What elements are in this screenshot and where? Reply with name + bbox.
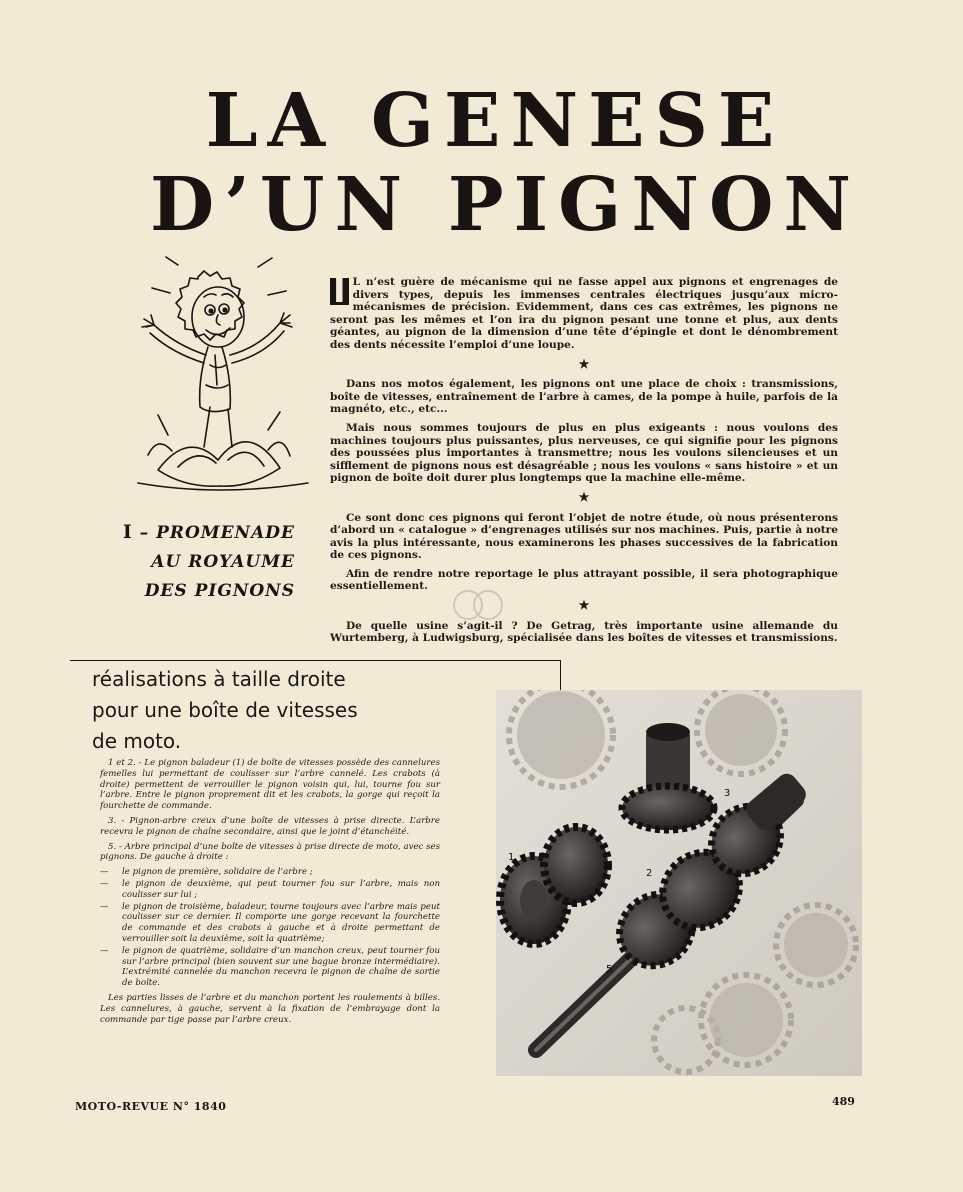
- intro-paragraph-5: Afin de rendre notre reportage le plus attrayant possible, il sera photographique essentiellement.: [330, 567, 838, 593]
- list-item: — le pignon de quatrième, solidaire d’un manchon creux, peut tourner fou sur l’arbre principal (bien souvent sur une bague bronze intermédiaire). L’extrémité cannelée du manchon recevra le pignon de chaîne de sortie de boîte.: [100, 946, 440, 989]
- section-number: I: [122, 521, 133, 543]
- section-heading-line-2: AU ROYAUME: [151, 552, 295, 572]
- list-item: — le pignon de deuxième, qui peut tourner fou sur l’arbre, mais non coulisser sur lui ;: [100, 879, 440, 901]
- caption-paragraph-3: 5. - Arbre principal d’une boîte de vitesses à prise directe de moto, avec ses pignons. De gauche à droite :: [100, 841, 440, 863]
- gear-list: [100, 867, 440, 989]
- title-line-1: LA GENESE: [205, 78, 785, 164]
- photo-label-3: 3: [724, 788, 731, 799]
- gear-mascot-illustration: [118, 255, 318, 500]
- list-item: — le pignon de troisième, baladeur, tourne toujours avec l’arbre mais peut coulisser sur ce dernier. Il comporte une gorge recevant la fourchette de commande et des crabots à gauche et à droite permettant de verrouiller soit la deuxième, soit la quatrième;: [100, 902, 440, 945]
- intro-paragraph-6: De quelle usine s’agit-il ? De Getrag, très importante usine allemande du Wurtemberg, à Ludwigsburg, spécialisée dans les boîtes de vitesses et transmissions.: [330, 619, 838, 645]
- intro-paragraph-4: Ce sont donc ces pignons qui feront l’objet de notre étude, où nous présenterons d’abord un « catalogue » d’engrenages utilisés sur nos machines. Puis, partie à notre avis la plus intéressante, nous examinerons les phases successives de la fabrication de ces pignons.: [330, 511, 838, 562]
- drop-cap: I: [330, 278, 349, 305]
- caption-paragraph-2: 3. - Pignon-arbre creux d’une boîte de vitesses à prise directe. L’arbre recevra le pignon de chaîne secondaire, ainsi que le joint d’étanchéité.: [100, 815, 440, 837]
- star-separator: ★: [578, 356, 590, 371]
- star-separator: ★: [578, 598, 590, 613]
- photo-label-1: 1: [508, 852, 515, 863]
- intro-paragraph-3: Mais nous sommes toujours de plus en plus exigeants : nous voulons des machines toujours plus puissantes, plus nerveuses, ce qui signifie pour les pignons des poussées plus importantes à transmettre; nous les voulons silencieuses et un sifflement de pignons nous est désagréable ; nous les voulons « sans histoire » et un pignon de boîte doit durer plus longtemps que la machine elle-même.: [330, 421, 838, 485]
- intro-paragraph-1: I L n’est guère de mécanisme qui ne fasse appel aux pignons et engrenages de divers types, depuis les immenses centrales électriques jusqu’aux micro-mécanismes de précision. Evidemment, dans ces cas extrêmes, les pignons ne seront pas les mêmes et l’on ira du pignon pesant une tonne et plus, aux dents géantes, au pignon de la dimension d’une tête d’épingle et dont le dénombrement des dents nécessite l’emploi d’une loupe.: [330, 271, 838, 351]
- intro-text: [330, 271, 838, 651]
- caption-paragraph-4: Les parties lisses de l’arbre et du manchon portent les roulements à billes. Les cannelures, à gauche, servent à la fixation de l’embrayage dont la commande par tige passe par l’arbre creux.: [100, 992, 440, 1025]
- section-heading-line-3: DES PIGNONS: [144, 581, 295, 601]
- title-line-2: D’UN PIGNON: [150, 162, 862, 248]
- caption-box-text: [100, 758, 440, 1029]
- star-separator: ★: [578, 489, 590, 504]
- gears-photograph: [496, 690, 862, 1076]
- photo-label-5: 5: [606, 964, 613, 975]
- footer-magazine: MOTO-REVUE N° 1840: [75, 1100, 227, 1113]
- page-number: 489: [832, 1095, 855, 1108]
- caption-box-title: réalisations à taille droite pour une boîte de vitesses de moto.: [92, 667, 358, 753]
- caption-paragraph-1: 1 et 2. - Le pignon baladeur (1) de boîte de vitesses possède des cannelures femelles lui permettant de coulisser sur l’arbre cannelé. Les crabots (à droite) permettent de verrouiller le pignon voisin qui, lui, tourne fou sur l’arbre. Entre le pignon proprement dit et les crabots, la gorge qui reçoit la fourchette de commande.: [100, 758, 440, 812]
- section-heading: I – PROMENADE AU ROYAUME DES PIGNONS: [60, 518, 295, 606]
- section-heading-line-1: PROMENADE: [156, 523, 295, 543]
- intro-paragraph-2: Dans nos motos également, les pignons ont une place de choix : transmissions, boîte de vitesses, entraînement de l’arbre à cames, de la pompe à huile, parfois de la magnéto, etc., etc...: [330, 378, 838, 416]
- watermark-logo: [440, 585, 520, 625]
- photo-label-2: 2: [646, 868, 653, 879]
- list-item: — le pignon de première, solidaire de l’arbre ;: [100, 867, 440, 878]
